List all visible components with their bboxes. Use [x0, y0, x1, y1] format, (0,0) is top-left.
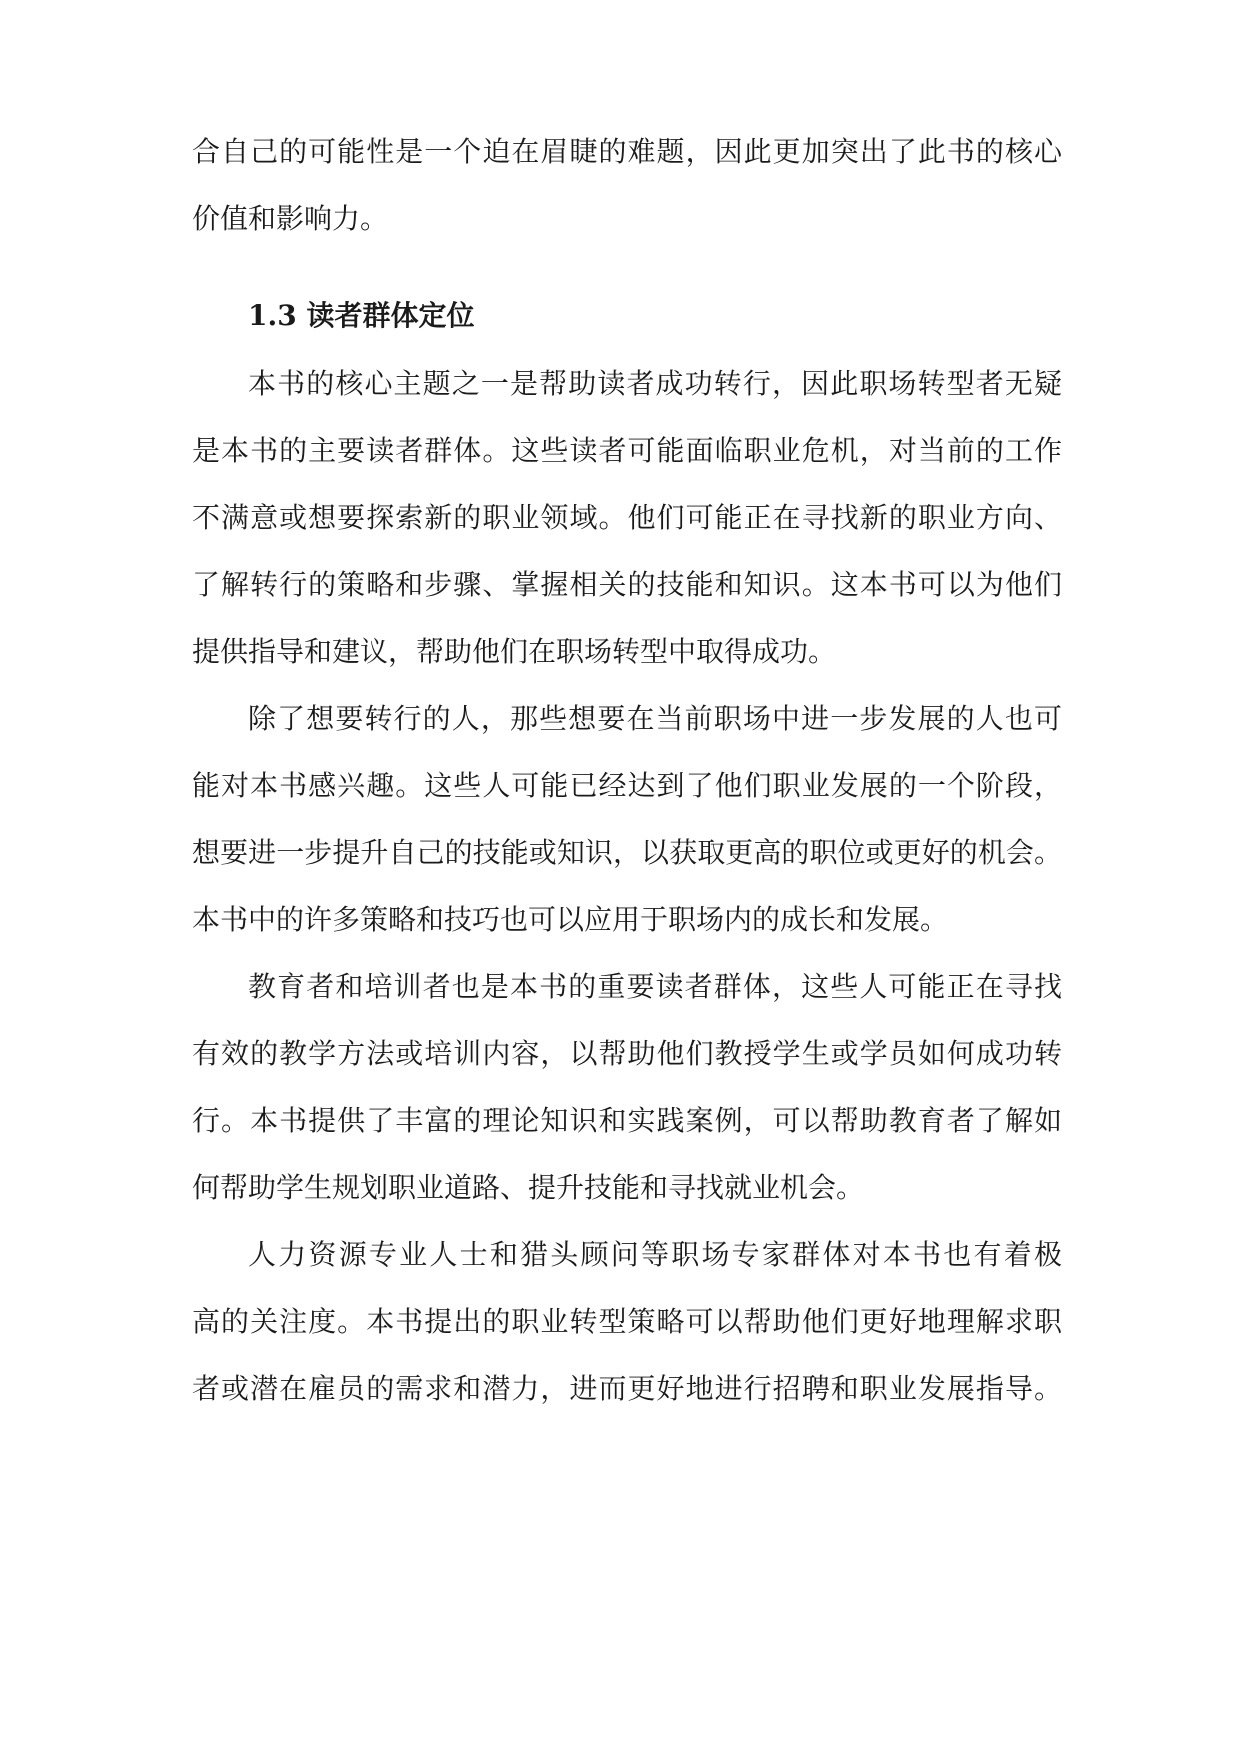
paragraph-1-line-1: 本书的核心主题之一是帮助读者成功转行，因此职场转型者无疑 — [248, 367, 1062, 400]
paragraph-2-line-1: 除了想要转行的人，那些想要在当前职场中进一步发展的人也可 — [248, 702, 1062, 735]
paragraph-4-line-3: 者或潜在雇员的需求和潜力，进而更好地进行招聘和职业发展指导。 — [192, 1372, 1062, 1405]
paragraph-2-line-2: 能对本书感兴趣。这些人可能已经达到了他们职业发展的一个阶段， — [192, 769, 1062, 802]
intro-line-1: 合自己的可能性是一个迫在眉睫的难题，因此更加突出了此书的核心 — [192, 135, 1062, 168]
paragraph-2-line-3: 想要进一步提升自己的技能或知识，以获取更高的职位或更好的机会。 — [192, 836, 1062, 869]
paragraph-4-line-2: 高的关注度。本书提出的职业转型策略可以帮助他们更好地理解求职 — [192, 1305, 1062, 1338]
paragraph-3-line-3: 行。本书提供了丰富的理论知识和实践案例，可以帮助教育者了解如 — [192, 1104, 1062, 1137]
paragraph-4-line-1: 人力资源专业人士和猎头顾问等职场专家群体对本书也有着极 — [248, 1238, 1062, 1271]
intro-line-2: 价值和影响力。 — [192, 202, 389, 235]
paragraph-3-line-4: 何帮助学生规划职业道路、提升技能和寻找就业机会。 — [192, 1171, 865, 1204]
paragraph-1-line-3: 不满意或想要探索新的职业领域。他们可能正在寻找新的职业方向、 — [192, 501, 1062, 534]
paragraph-1-line-2: 是本书的主要读者群体。这些读者可能面临职业危机，对当前的工作 — [192, 434, 1062, 467]
paragraph-1-line-4: 了解转行的策略和步骤、掌握相关的技能和知识。这本书可以为他们 — [192, 568, 1062, 601]
paragraph-3-line-2: 有效的教学方法或培训内容，以帮助他们教授学生或学员如何成功转 — [192, 1037, 1062, 1070]
document-page — [192, 0, 1062, 1754]
paragraph-1-line-5: 提供指导和建议，帮助他们在职场转型中取得成功。 — [192, 635, 837, 668]
paragraph-3-line-1: 教育者和培训者也是本书的重要读者群体，这些人可能正在寻找 — [248, 970, 1062, 1003]
paragraph-2-line-4: 本书中的许多策略和技巧也可以应用于职场内的成长和发展。 — [192, 903, 949, 936]
section-heading: 1.3 读者群体定位 — [248, 299, 475, 332]
